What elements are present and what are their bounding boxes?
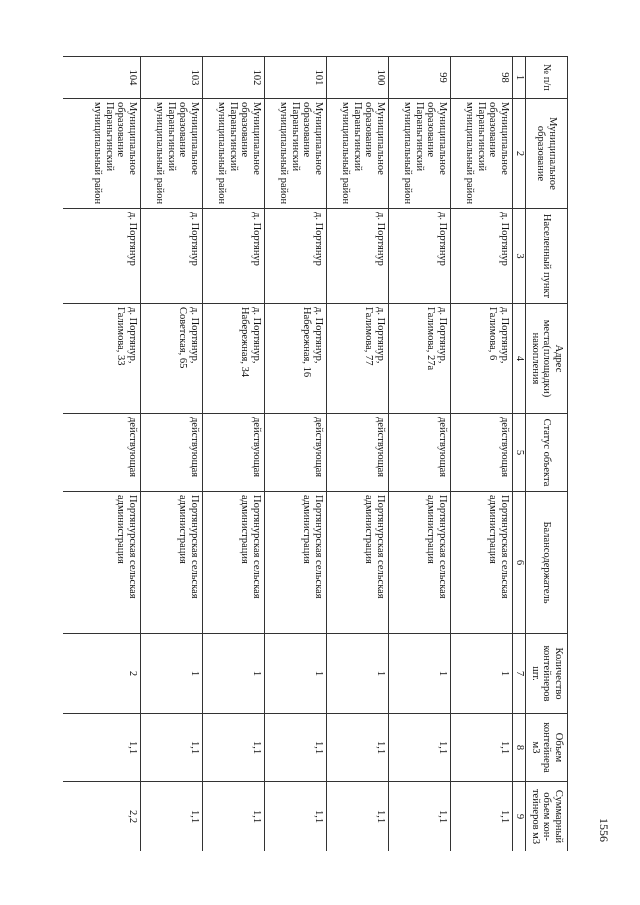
address-cell: д. Портянур, Галимова, 33 bbox=[63, 304, 141, 414]
row-number-cell: 99 bbox=[389, 57, 451, 99]
column-number-cell: 7 bbox=[513, 634, 526, 714]
column-number-cell: 3 bbox=[513, 209, 526, 304]
municipality-cell: Муниципальное образование Параньгинский муниципальный район bbox=[327, 99, 389, 209]
settlement-cell: д. Портянур bbox=[63, 209, 141, 304]
settlement-cell: д. Портянур bbox=[265, 209, 327, 304]
header-cell: Количество контейнеров шт. bbox=[526, 634, 568, 714]
holder-cell: Портянурская сельская администрация bbox=[141, 492, 203, 634]
column-number-cell: 5 bbox=[513, 414, 526, 492]
total-volume-cell: 1,1 bbox=[265, 782, 327, 852]
header-cell: Статус объекта bbox=[526, 414, 568, 492]
address-cell: д. Портянур, Набережная, 34 bbox=[203, 304, 265, 414]
column-number-cell: 2 bbox=[513, 99, 526, 209]
holder-cell: Портянурская сельская администрация bbox=[265, 492, 327, 634]
table-row bbox=[451, 57, 513, 852]
total-volume-cell: 1,1 bbox=[141, 782, 203, 852]
column-number-cell: 4 bbox=[513, 304, 526, 414]
address-cell: д. Портянур, Галимова, 77 bbox=[327, 304, 389, 414]
count-cell: 1 bbox=[265, 634, 327, 714]
address-cell: д. Портянур, Галимова, 6 bbox=[451, 304, 513, 414]
address-cell: д. Портянур, Галимова, 27а bbox=[389, 304, 451, 414]
page-number-text: 1556 bbox=[597, 818, 612, 842]
count-cell: 1 bbox=[141, 634, 203, 714]
status-cell: действующая bbox=[141, 414, 203, 492]
table-row bbox=[389, 57, 451, 852]
municipality-cell: Муниципальное образование Параньгинский муниципальный район bbox=[141, 99, 203, 209]
header-cell: Балансодержатель bbox=[526, 492, 568, 634]
row-number-cell: 103 bbox=[141, 57, 203, 99]
municipality-cell: Муниципальное образование Параньгинский муниципальный район bbox=[451, 99, 513, 209]
column-number-cell: 8 bbox=[513, 714, 526, 782]
municipality-cell: Муниципальное образование Параньгинский муниципальный район bbox=[265, 99, 327, 209]
settlement-cell: д. Портянур bbox=[389, 209, 451, 304]
page-number bbox=[574, 800, 634, 860]
municipality-cell: Муниципальное образование Параньгинский муниципальный район bbox=[63, 99, 141, 209]
holder-cell: Портянурская сельская администрация bbox=[327, 492, 389, 634]
volume-cell: 1,1 bbox=[451, 714, 513, 782]
table-wrapper bbox=[63, 56, 568, 851]
count-cell: 1 bbox=[451, 634, 513, 714]
status-cell: действующая bbox=[389, 414, 451, 492]
status-cell: действующая bbox=[451, 414, 513, 492]
volume-cell: 1,1 bbox=[389, 714, 451, 782]
count-cell: 1 bbox=[203, 634, 265, 714]
settlement-cell: д. Портянур bbox=[203, 209, 265, 304]
settlement-cell: д. Портянур bbox=[451, 209, 513, 304]
column-number-cell: 6 bbox=[513, 492, 526, 634]
table-row bbox=[265, 57, 327, 852]
address-cell: д. Портянур, Набережная, 16 bbox=[265, 304, 327, 414]
volume-cell: 1,1 bbox=[141, 714, 203, 782]
holder-cell: Портянурская сельская администрация bbox=[389, 492, 451, 634]
header-cell: Адрес места(площадки) накопления bbox=[526, 304, 568, 414]
rotated-page bbox=[63, 56, 568, 851]
count-cell: 1 bbox=[327, 634, 389, 714]
holder-cell: Портянурская сельская администрация bbox=[451, 492, 513, 634]
column-number-cell: 9 bbox=[513, 782, 526, 852]
row-number-cell: 102 bbox=[203, 57, 265, 99]
table-row bbox=[203, 57, 265, 852]
total-volume-cell: 1,1 bbox=[389, 782, 451, 852]
status-cell: действующая bbox=[265, 414, 327, 492]
holder-cell: Портянурская сельская администрация bbox=[203, 492, 265, 634]
total-volume-cell: 1,1 bbox=[327, 782, 389, 852]
header-cell: Суммарный объем кон-тейнеров м3 bbox=[526, 782, 568, 852]
header-cell: Населенный пункт bbox=[526, 209, 568, 304]
row-number-cell: 100 bbox=[327, 57, 389, 99]
count-cell: 2 bbox=[63, 634, 141, 714]
row-number-cell: 104 bbox=[63, 57, 141, 99]
municipality-cell: Муниципальное образование Параньгинский муниципальный район bbox=[389, 99, 451, 209]
volume-cell: 1,1 bbox=[203, 714, 265, 782]
municipality-cell: Муниципальное образование Параньгинский муниципальный район bbox=[203, 99, 265, 209]
table-row bbox=[63, 57, 141, 852]
column-number-cell: 1 bbox=[513, 57, 526, 99]
header-cell: № п/п bbox=[526, 57, 568, 99]
row-number-cell: 101 bbox=[265, 57, 327, 99]
status-cell: действующая bbox=[63, 414, 141, 492]
settlement-cell: д. Портянур bbox=[141, 209, 203, 304]
column-number-row bbox=[513, 57, 526, 852]
holder-cell: Портянурская сельская администрация bbox=[63, 492, 141, 634]
volume-cell: 1,1 bbox=[265, 714, 327, 782]
volume-cell: 1,1 bbox=[327, 714, 389, 782]
settlement-cell: д. Портянур bbox=[327, 209, 389, 304]
header-cell: Объем контейнера м3 bbox=[526, 714, 568, 782]
total-volume-cell: 1,1 bbox=[203, 782, 265, 852]
address-cell: д. Портянур, Советская, 65 bbox=[141, 304, 203, 414]
containers-table bbox=[63, 56, 568, 851]
header-cell: Муниципальное образование bbox=[526, 99, 568, 209]
table-body bbox=[63, 57, 526, 852]
total-volume-cell: 1,1 bbox=[451, 782, 513, 852]
table-row bbox=[141, 57, 203, 852]
volume-cell: 1,1 bbox=[63, 714, 141, 782]
total-volume-cell: 2,2 bbox=[63, 782, 141, 852]
status-cell: действующая bbox=[327, 414, 389, 492]
table-row bbox=[327, 57, 389, 852]
status-cell: действующая bbox=[203, 414, 265, 492]
count-cell: 1 bbox=[389, 634, 451, 714]
row-number-cell: 98 bbox=[451, 57, 513, 99]
header-row bbox=[526, 57, 568, 852]
table-header bbox=[526, 57, 568, 852]
